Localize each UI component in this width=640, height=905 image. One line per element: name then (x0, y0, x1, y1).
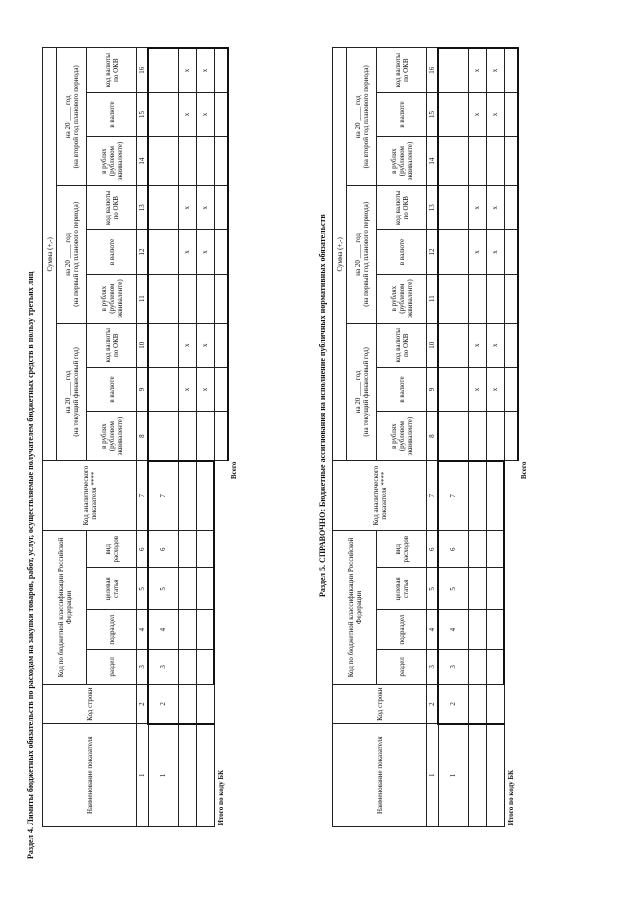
s5-cell: 1 (438, 724, 468, 827)
s5-cell (486, 412, 504, 461)
s5-cell: 7 (438, 461, 468, 531)
s5-col-num: 6 (427, 531, 439, 568)
s4-cell (196, 137, 214, 186)
s4-cell: x (196, 323, 214, 367)
s5-cell: 6 (438, 531, 468, 568)
s5-col-num: 10 (427, 323, 439, 367)
s4-h-val: в валюте (87, 92, 137, 136)
s5-cell (468, 531, 486, 568)
s4-cell (178, 531, 196, 568)
s4-cell (196, 649, 214, 684)
s4-cell (196, 274, 214, 323)
s4-cell (214, 137, 228, 186)
s5-col-num: 7 (427, 461, 439, 531)
section4-title: Раздел 4. Лимиты бюджетных обязательств по расходам на закупки товаров, работ, услуг, осуществляемые получателем бюджетных средств в пользу третьих лиц (26, 271, 35, 859)
s5-cell (438, 48, 468, 92)
s5-cell (486, 274, 504, 323)
s5-col-num: 16 (427, 48, 439, 92)
s5-h-analytic: Код аналитического показателя **** (333, 461, 427, 531)
s4-cell: x (196, 230, 214, 274)
s4-cell (196, 568, 214, 610)
s5-cell: x (486, 186, 504, 230)
s4-cell: x (196, 92, 214, 136)
s5-cell: x (486, 48, 504, 92)
s5-cell (504, 412, 518, 461)
s5-col-num: 2 (427, 684, 439, 724)
s4-h-bk: Код по бюджетной классификации Российской Федерации (43, 531, 87, 685)
s4-col-num: 1 (137, 724, 149, 827)
s4-cell (214, 367, 228, 411)
s5-cell (468, 649, 486, 684)
s4-h-okv: код валюты по ОКВ (87, 186, 137, 230)
s4-cell: 5 (148, 568, 178, 610)
s4-cell (148, 230, 178, 274)
s4-h-rub: в рублях (рублевом эквиваленте) (87, 274, 137, 323)
s4-h-sum: Сумма (+,-) (43, 48, 57, 461)
s5-h-bk: Код по бюджетной классификации Российской Федерации (333, 531, 377, 685)
s4-cell (148, 367, 178, 411)
s4-cell (148, 92, 178, 136)
s5-cell (504, 92, 518, 136)
s5-cell (486, 649, 504, 684)
s5-col-num: 13 (427, 186, 439, 230)
s4-h-vid: вид расходов (87, 531, 137, 568)
s4-col-num: 14 (137, 137, 149, 186)
s5-col-num: 9 (427, 367, 439, 411)
s4-h-celevaya: целевая статья (87, 568, 137, 610)
s4-h-year-current: на 20 ____ год (на текущий финансовый год) (57, 323, 87, 461)
s5-cell (504, 274, 518, 323)
s5-col-num: 14 (427, 137, 439, 186)
s4-cell: 1 (148, 724, 178, 827)
s4-cell: x (196, 367, 214, 411)
s5-h-okv: код валюты по ОКВ (377, 323, 427, 367)
s4-cell (148, 48, 178, 92)
s4-number-row (137, 48, 149, 827)
s5-cell: 3 (438, 649, 468, 684)
s5-h-val: в валюте (377, 92, 427, 136)
s4-col-num: 3 (137, 649, 149, 684)
s5-cell: x (468, 186, 486, 230)
s4-h-rub: в рублях (рублевом эквиваленте) (87, 412, 137, 461)
s4-cell (178, 461, 196, 531)
s5-h-rub: в рублях (рублевом эквиваленте) (377, 137, 427, 186)
s4-col-num: 10 (137, 323, 149, 367)
rotated-inner (20, 37, 620, 867)
s4-cell: x (178, 186, 196, 230)
s5-h-razdel: раздел (377, 649, 427, 684)
s5-cell (438, 412, 468, 461)
s5-cell (468, 461, 486, 531)
s5-cell (438, 92, 468, 136)
section5-table (332, 47, 530, 827)
s4-h-razdel: раздел (87, 649, 137, 684)
s5-cell (486, 137, 504, 186)
s4-cell: x (178, 92, 196, 136)
s5-cell (468, 724, 486, 827)
s5-table-row (468, 48, 486, 827)
s5-cell: x (468, 230, 486, 274)
s4-col-num: 7 (137, 461, 149, 531)
s5-cell: x (486, 92, 504, 136)
s4-table-row (148, 48, 178, 827)
s4-col-num: 9 (137, 367, 149, 411)
s4-cell (178, 649, 196, 684)
s4-cell: 3 (148, 649, 178, 684)
s4-cell: x (196, 48, 214, 92)
s5-cell (486, 531, 504, 568)
s5-col-num: 12 (427, 230, 439, 274)
s4-h-okv: код валюты по ОКВ (87, 48, 137, 92)
s4-cell (178, 274, 196, 323)
s4-h-analytic: Код аналитического показателя **** (43, 461, 137, 531)
s4-h-year-first: на 20 ____ год (на первый год планового периода) (57, 186, 87, 324)
s4-cell: x (178, 367, 196, 411)
s4-cell (214, 186, 228, 230)
s5-cell: x (486, 367, 504, 411)
s5-table-row (486, 48, 504, 827)
s4-cell: x (196, 186, 214, 230)
s5-number-row (427, 48, 439, 827)
s5-cell (438, 323, 468, 367)
s5-cell (468, 274, 486, 323)
s5-col-num: 8 (427, 412, 439, 461)
s5-col-num: 1 (427, 724, 439, 827)
s5-cell (438, 274, 468, 323)
s5-cell (468, 137, 486, 186)
s4-col-num: 8 (137, 412, 149, 461)
s4-cell: x (178, 48, 196, 92)
s4-total-all: Всего (230, 461, 238, 480)
s4-cell (148, 412, 178, 461)
s4-h-val: в валюте (87, 367, 137, 411)
s4-cell (214, 230, 228, 274)
s5-cell (504, 186, 518, 230)
s5-h-val: в валюте (377, 367, 427, 411)
s4-col-num: 5 (137, 568, 149, 610)
s5-cell (486, 461, 504, 531)
section4-table (42, 47, 240, 827)
s5-cell (504, 137, 518, 186)
s5-cell (486, 724, 504, 827)
s5-col-num: 4 (427, 610, 439, 650)
s5-h-year-second: на 20 ____ год (на второй год планового периода) (347, 48, 377, 186)
s5-cell (486, 568, 504, 610)
s5-cell: 5 (438, 568, 468, 610)
s4-cell (148, 274, 178, 323)
s5-cell (468, 412, 486, 461)
s5-cell: 2 (438, 684, 468, 724)
s5-cell: x (486, 230, 504, 274)
s4-h-name: Наименование показателя (43, 724, 137, 827)
s4-cell (178, 137, 196, 186)
s4-col-num: 11 (137, 274, 149, 323)
s4-col-num: 2 (137, 684, 149, 724)
s5-h-year-first: на 20 ____ год (на первый год планового периода) (347, 186, 377, 324)
s5-cell (438, 186, 468, 230)
s5-h-okv: код валюты по ОКВ (377, 186, 427, 230)
s5-cell (504, 367, 518, 411)
s4-cell (196, 461, 214, 531)
s4-col-num: 6 (137, 531, 149, 568)
s4-cell: 4 (148, 610, 178, 650)
s5-cell (438, 137, 468, 186)
s5-cell (504, 323, 518, 367)
s5-h-rub: в рублях (рублевом эквиваленте) (377, 274, 427, 323)
s4-cell (178, 684, 196, 724)
s5-h-celevaya: целевая статья (377, 568, 427, 610)
s4-col-num: 12 (137, 230, 149, 274)
s4-cell (196, 412, 214, 461)
s5-cell (438, 367, 468, 411)
s5-cell: x (468, 48, 486, 92)
s5-cell (468, 568, 486, 610)
s4-cell (214, 48, 228, 92)
s5-total-all: Всего (520, 461, 528, 480)
s4-cell (148, 186, 178, 230)
s5-h-podrazdel: подраздел (377, 610, 427, 650)
s5-col-num: 3 (427, 649, 439, 684)
section5-title: Раздел 5. СПРАВОЧНО: Бюджетные ассигнования на исполнение публичных нормативных обязательств (318, 214, 327, 597)
s4-cell: x (178, 230, 196, 274)
s5-col-num: 15 (427, 92, 439, 136)
s5-cell (438, 230, 468, 274)
s5-cell (504, 48, 518, 92)
s5-h-vid: вид расходов (377, 531, 427, 568)
s4-col-num: 4 (137, 610, 149, 650)
s5-col-num: 5 (427, 568, 439, 610)
s4-cell: 2 (148, 684, 178, 724)
s5-cell: x (486, 323, 504, 367)
s4-h-rowcode: Код строки (43, 684, 137, 724)
s4-cell (178, 724, 196, 827)
s5-cell (504, 230, 518, 274)
s4-cell (148, 137, 178, 186)
s5-h-rub: в рублях (рублевом эквиваленте) (377, 412, 427, 461)
s5-cell (468, 684, 486, 724)
s5-h-rowcode: Код строки (333, 684, 427, 724)
s4-cell: x (178, 323, 196, 367)
s4-cell (214, 274, 228, 323)
s5-h-okv: код валюты по ОКВ (377, 48, 427, 92)
s5-total-bk: Итого по коду БК (507, 769, 516, 826)
s4-cell (148, 323, 178, 367)
s4-h-rub: в рублях (рублевом эквиваленте) (87, 137, 137, 186)
s4-cell (196, 684, 214, 724)
s5-cell (468, 610, 486, 650)
s5-h-name: Наименование показателя (333, 724, 427, 827)
s4-cell: 6 (148, 531, 178, 568)
s5-cell: x (468, 323, 486, 367)
s4-table-row (196, 48, 214, 827)
s4-cell (196, 610, 214, 650)
s4-cell (214, 92, 228, 136)
s4-total-bk: Итого по коду БК (217, 769, 226, 826)
s4-cell (178, 412, 196, 461)
s5-h-year-current: на 20 ____ год (на текущий финансовый год) (347, 323, 377, 461)
s5-col-num: 11 (427, 274, 439, 323)
s4-cell (196, 724, 214, 827)
s4-cell (214, 323, 228, 367)
s4-h-okv: код валюты по ОКВ (87, 323, 137, 367)
s4-col-num: 13 (137, 186, 149, 230)
s5-cell (486, 610, 504, 650)
s4-cell: 7 (148, 461, 178, 531)
s4-table-row (178, 48, 196, 827)
s5-cell: x (468, 92, 486, 136)
s4-cell (178, 568, 196, 610)
s5-cell: x (468, 367, 486, 411)
s4-col-num: 16 (137, 48, 149, 92)
s4-h-val: в валюте (87, 230, 137, 274)
s5-h-sum: Сумма (+,-) (333, 48, 347, 461)
s4-cell (178, 610, 196, 650)
s4-col-num: 15 (137, 92, 149, 136)
s5-cell: 4 (438, 610, 468, 650)
s4-h-year-second: на 20 ____ год (на второй год планового периода) (57, 48, 87, 186)
s5-cell (486, 684, 504, 724)
s4-cell (214, 412, 228, 461)
s4-h-podrazdel: подраздел (87, 610, 137, 650)
s4-cell (196, 531, 214, 568)
s5-table-row (438, 48, 468, 827)
s5-h-val: в валюте (377, 230, 427, 274)
